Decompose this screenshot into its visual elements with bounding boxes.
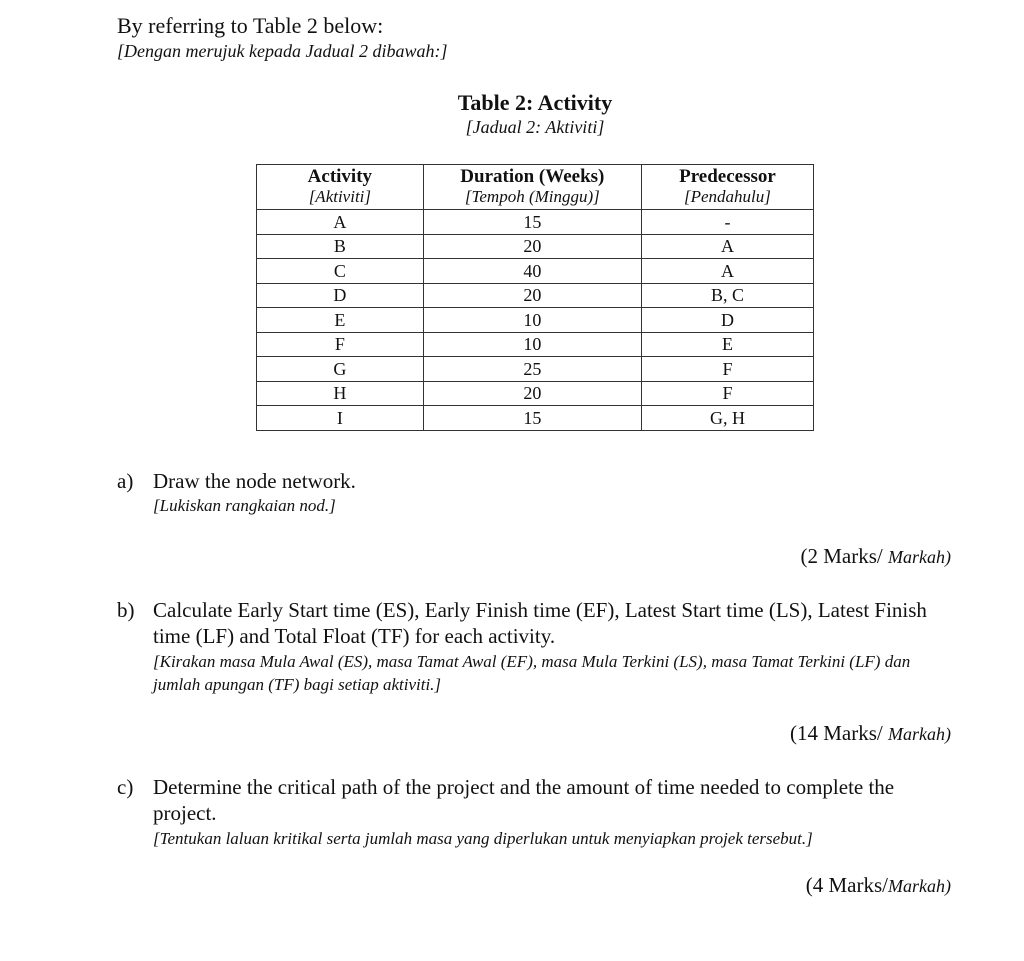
- marks-label: (4 Marks/: [805, 873, 889, 897]
- question-c-text-malay: [Tentukan laluan kritikal serta jumlah masa yang diperlukan untuk menyiapkan projek tersebut.]: [153, 829, 813, 848]
- question-a-label: a): [117, 469, 134, 493]
- question-c-text: Determine the critical path of the project and the amount of time needed to complete the project.: [153, 775, 895, 825]
- table-row: [257, 406, 814, 431]
- table-title-malay: [Jadual 2: Aktiviti]: [465, 117, 605, 137]
- question-b-label: b): [117, 598, 135, 622]
- cell-predecessor: B, C: [641, 283, 813, 308]
- cell-activity: G: [257, 357, 424, 382]
- cell-activity: F: [257, 332, 424, 357]
- cell-duration: 10: [423, 308, 641, 333]
- marks-label-malay: Markah): [888, 547, 951, 567]
- header-label-malay: [Pendahulu]: [684, 187, 771, 206]
- table-row: [257, 259, 814, 284]
- header-label: Activity: [307, 166, 373, 187]
- intro-text: By referring to Table 2 below:: [117, 13, 384, 38]
- cell-predecessor: A: [641, 234, 813, 259]
- header-label-malay: [Aktiviti]: [308, 187, 372, 206]
- cell-activity: D: [257, 283, 424, 308]
- marks-label-malay: Markah): [888, 876, 951, 896]
- cell-predecessor: D: [641, 308, 813, 333]
- marks-label: (14 Marks/: [790, 721, 883, 745]
- cell-predecessor: A: [641, 259, 813, 284]
- cell-activity: H: [257, 381, 424, 406]
- header-duration: [423, 165, 641, 210]
- question-b-text-malay: [Kirakan masa Mula Awal (ES), masa Tamat Awal (EF), masa Mula Terkini (LS), masa Tamat Terkini (LF) dan jumlah apungan (TF) bagi setiap aktiviti.]: [153, 652, 911, 694]
- header-predecessor: [641, 165, 813, 210]
- cell-duration: 20: [423, 283, 641, 308]
- question-a-text-malay: [Lukiskan rangkaian nod.]: [153, 496, 336, 515]
- cell-predecessor: -: [641, 210, 813, 235]
- cell-duration: 40: [423, 259, 641, 284]
- header-label-malay: [Tempoh (Minggu)]: [464, 187, 600, 206]
- question-a-marks: [801, 543, 951, 570]
- cell-activity: B: [257, 234, 424, 259]
- intro-text-malay: [Dengan merujuk kepada Jadual 2 dibawah:]: [117, 41, 448, 61]
- table-row: [257, 308, 814, 333]
- question-c-marks: [806, 872, 951, 899]
- table-row: [257, 210, 814, 235]
- header-label: Predecessor: [679, 166, 776, 187]
- cell-activity: I: [257, 406, 424, 431]
- table-title: Table 2: Activity: [457, 90, 613, 115]
- question-b-marks: [790, 720, 951, 747]
- question-c-label: c): [117, 775, 134, 799]
- cell-duration: 15: [423, 210, 641, 235]
- cell-activity: C: [257, 259, 424, 284]
- cell-duration: 10: [423, 332, 641, 357]
- cell-activity: A: [257, 210, 424, 235]
- table-row: [257, 234, 814, 259]
- table-row: [257, 332, 814, 357]
- marks-label-malay: Markah): [888, 724, 951, 744]
- cell-duration: 15: [423, 406, 641, 431]
- cell-duration: 25: [423, 357, 641, 382]
- question-a-text: Draw the node network.: [153, 469, 356, 493]
- table-row: [257, 283, 814, 308]
- cell-predecessor: E: [641, 332, 813, 357]
- cell-predecessor: G, H: [641, 406, 813, 431]
- table-header-row: [257, 165, 814, 210]
- header-label: Duration (Weeks): [460, 166, 605, 187]
- cell-duration: 20: [423, 381, 641, 406]
- header-activity: [257, 165, 424, 210]
- activity-table: [256, 164, 814, 431]
- table-row: [257, 381, 814, 406]
- table-row: [257, 357, 814, 382]
- marks-label: (2 Marks/: [800, 544, 883, 568]
- cell-predecessor: F: [641, 357, 813, 382]
- cell-activity: E: [257, 308, 424, 333]
- cell-predecessor: F: [641, 381, 813, 406]
- question-b-text: Calculate Early Start time (ES), Early Finish time (EF), Latest Start time (LS), Latest Finish time (LF) and Total Float (TF) for each activity.: [153, 598, 927, 648]
- cell-duration: 20: [423, 234, 641, 259]
